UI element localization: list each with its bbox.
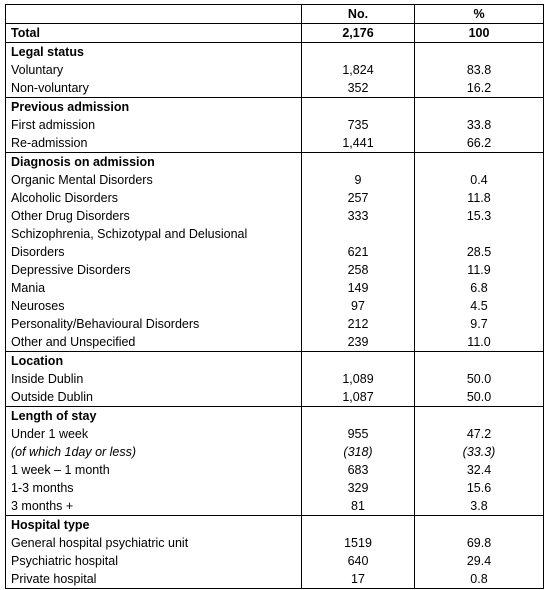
row-no [302,407,415,426]
table-row [6,134,544,153]
row-label: 3 months + [6,497,302,516]
row-label: Length of stay [6,407,302,426]
row-pct: 69.8 [415,534,544,552]
row-no [302,516,415,535]
row-pct [415,352,544,371]
row-pct [415,225,544,243]
table-row [6,61,544,79]
row-no: 9 [302,171,415,189]
row-no [302,98,415,117]
row-no: 17 [302,570,415,589]
row-pct: 16.2 [415,79,544,98]
row-label: Total [6,24,302,43]
row-label: (of which 1day or less) [6,443,302,461]
row-no: 212 [302,315,415,333]
table-row [6,425,544,443]
row-label: Other and Unspecified [6,333,302,352]
row-pct: 11.0 [415,333,544,352]
table-row [6,98,544,117]
row-no: 258 [302,261,415,279]
table-row [6,443,544,461]
row-label: Organic Mental Disorders [6,171,302,189]
row-pct: 6.8 [415,279,544,297]
table-row [6,189,544,207]
table-row [6,279,544,297]
table-row [6,352,544,371]
row-no: (318) [302,443,415,461]
table-row [6,552,544,570]
table-row [6,479,544,497]
row-pct: 83.8 [415,61,544,79]
row-label: Hospital type [6,516,302,535]
row-no: 149 [302,279,415,297]
table-row [6,261,544,279]
table-row [6,497,544,516]
row-pct: 3.8 [415,497,544,516]
row-label: Schizophrenia, Schizotypal and Delusional [6,225,302,243]
row-no: 683 [302,461,415,479]
row-label: Voluntary [6,61,302,79]
table-row [6,534,544,552]
row-label: Non-voluntary [6,79,302,98]
row-no: 257 [302,189,415,207]
row-no [302,352,415,371]
row-pct [415,516,544,535]
row-no: 1,087 [302,388,415,407]
table-row [6,79,544,98]
row-pct: 4.5 [415,297,544,315]
row-pct: 33.8 [415,116,544,134]
row-label: Disorders [6,243,302,261]
table-row [6,153,544,172]
row-pct [415,98,544,117]
row-no: 352 [302,79,415,98]
table-row [6,570,544,589]
row-label: 1-3 months [6,479,302,497]
table-row [6,370,544,388]
row-no: 329 [302,479,415,497]
table-row [6,24,544,43]
row-no [302,225,415,243]
row-no: 81 [302,497,415,516]
row-label: Alcoholic Disorders [6,189,302,207]
row-label: Inside Dublin [6,370,302,388]
row-label: Psychiatric hospital [6,552,302,570]
table-row [6,243,544,261]
row-pct: 9.7 [415,315,544,333]
row-pct: 11.9 [415,261,544,279]
row-pct: 50.0 [415,388,544,407]
row-label: Diagnosis on admission [6,153,302,172]
table-row [6,297,544,315]
header-no: No. [302,5,415,24]
row-label: First admission [6,116,302,134]
row-pct: 15.6 [415,479,544,497]
row-no [302,153,415,172]
row-pct: 0.4 [415,171,544,189]
row-label: Location [6,352,302,371]
table-row [6,315,544,333]
row-pct: 32.4 [415,461,544,479]
table-row [6,407,544,426]
table-row [6,388,544,407]
table-row [6,171,544,189]
row-label: Mania [6,279,302,297]
row-pct: 11.8 [415,189,544,207]
row-label: General hospital psychiatric unit [6,534,302,552]
row-label: Neuroses [6,297,302,315]
row-pct: 66.2 [415,134,544,153]
row-pct: 15.3 [415,207,544,225]
row-pct [415,153,544,172]
row-pct: (33.3) [415,443,544,461]
row-no: 1,824 [302,61,415,79]
row-pct: 29.4 [415,552,544,570]
admissions-table [5,4,544,589]
row-pct: 100 [415,24,544,43]
row-pct: 50.0 [415,370,544,388]
header-row [6,5,544,24]
row-pct: 47.2 [415,425,544,443]
row-no: 735 [302,116,415,134]
row-no: 640 [302,552,415,570]
row-no: 2,176 [302,24,415,43]
table-row [6,333,544,352]
table-row [6,207,544,225]
table-row [6,461,544,479]
row-label: Previous admission [6,98,302,117]
row-no: 1,089 [302,370,415,388]
header-label [6,5,302,24]
row-label: Personality/Behavioural Disorders [6,315,302,333]
table-row [6,116,544,134]
row-no: 1519 [302,534,415,552]
row-no: 239 [302,333,415,352]
table-row [6,225,544,243]
row-label: Depressive Disorders [6,261,302,279]
row-pct [415,43,544,62]
row-label: Under 1 week [6,425,302,443]
row-no: 955 [302,425,415,443]
table-row [6,43,544,62]
row-pct: 28.5 [415,243,544,261]
row-label: 1 week – 1 month [6,461,302,479]
row-no: 97 [302,297,415,315]
table-body [6,24,544,589]
row-no: 1,441 [302,134,415,153]
row-pct: 0.8 [415,570,544,589]
row-pct [415,407,544,426]
header-pct: % [415,5,544,24]
row-label: Re-admission [6,134,302,153]
row-no [302,43,415,62]
row-no: 333 [302,207,415,225]
row-label: Outside Dublin [6,388,302,407]
row-label: Other Drug Disorders [6,207,302,225]
row-label: Legal status [6,43,302,62]
table-row [6,516,544,535]
row-label: Private hospital [6,570,302,589]
row-no: 621 [302,243,415,261]
